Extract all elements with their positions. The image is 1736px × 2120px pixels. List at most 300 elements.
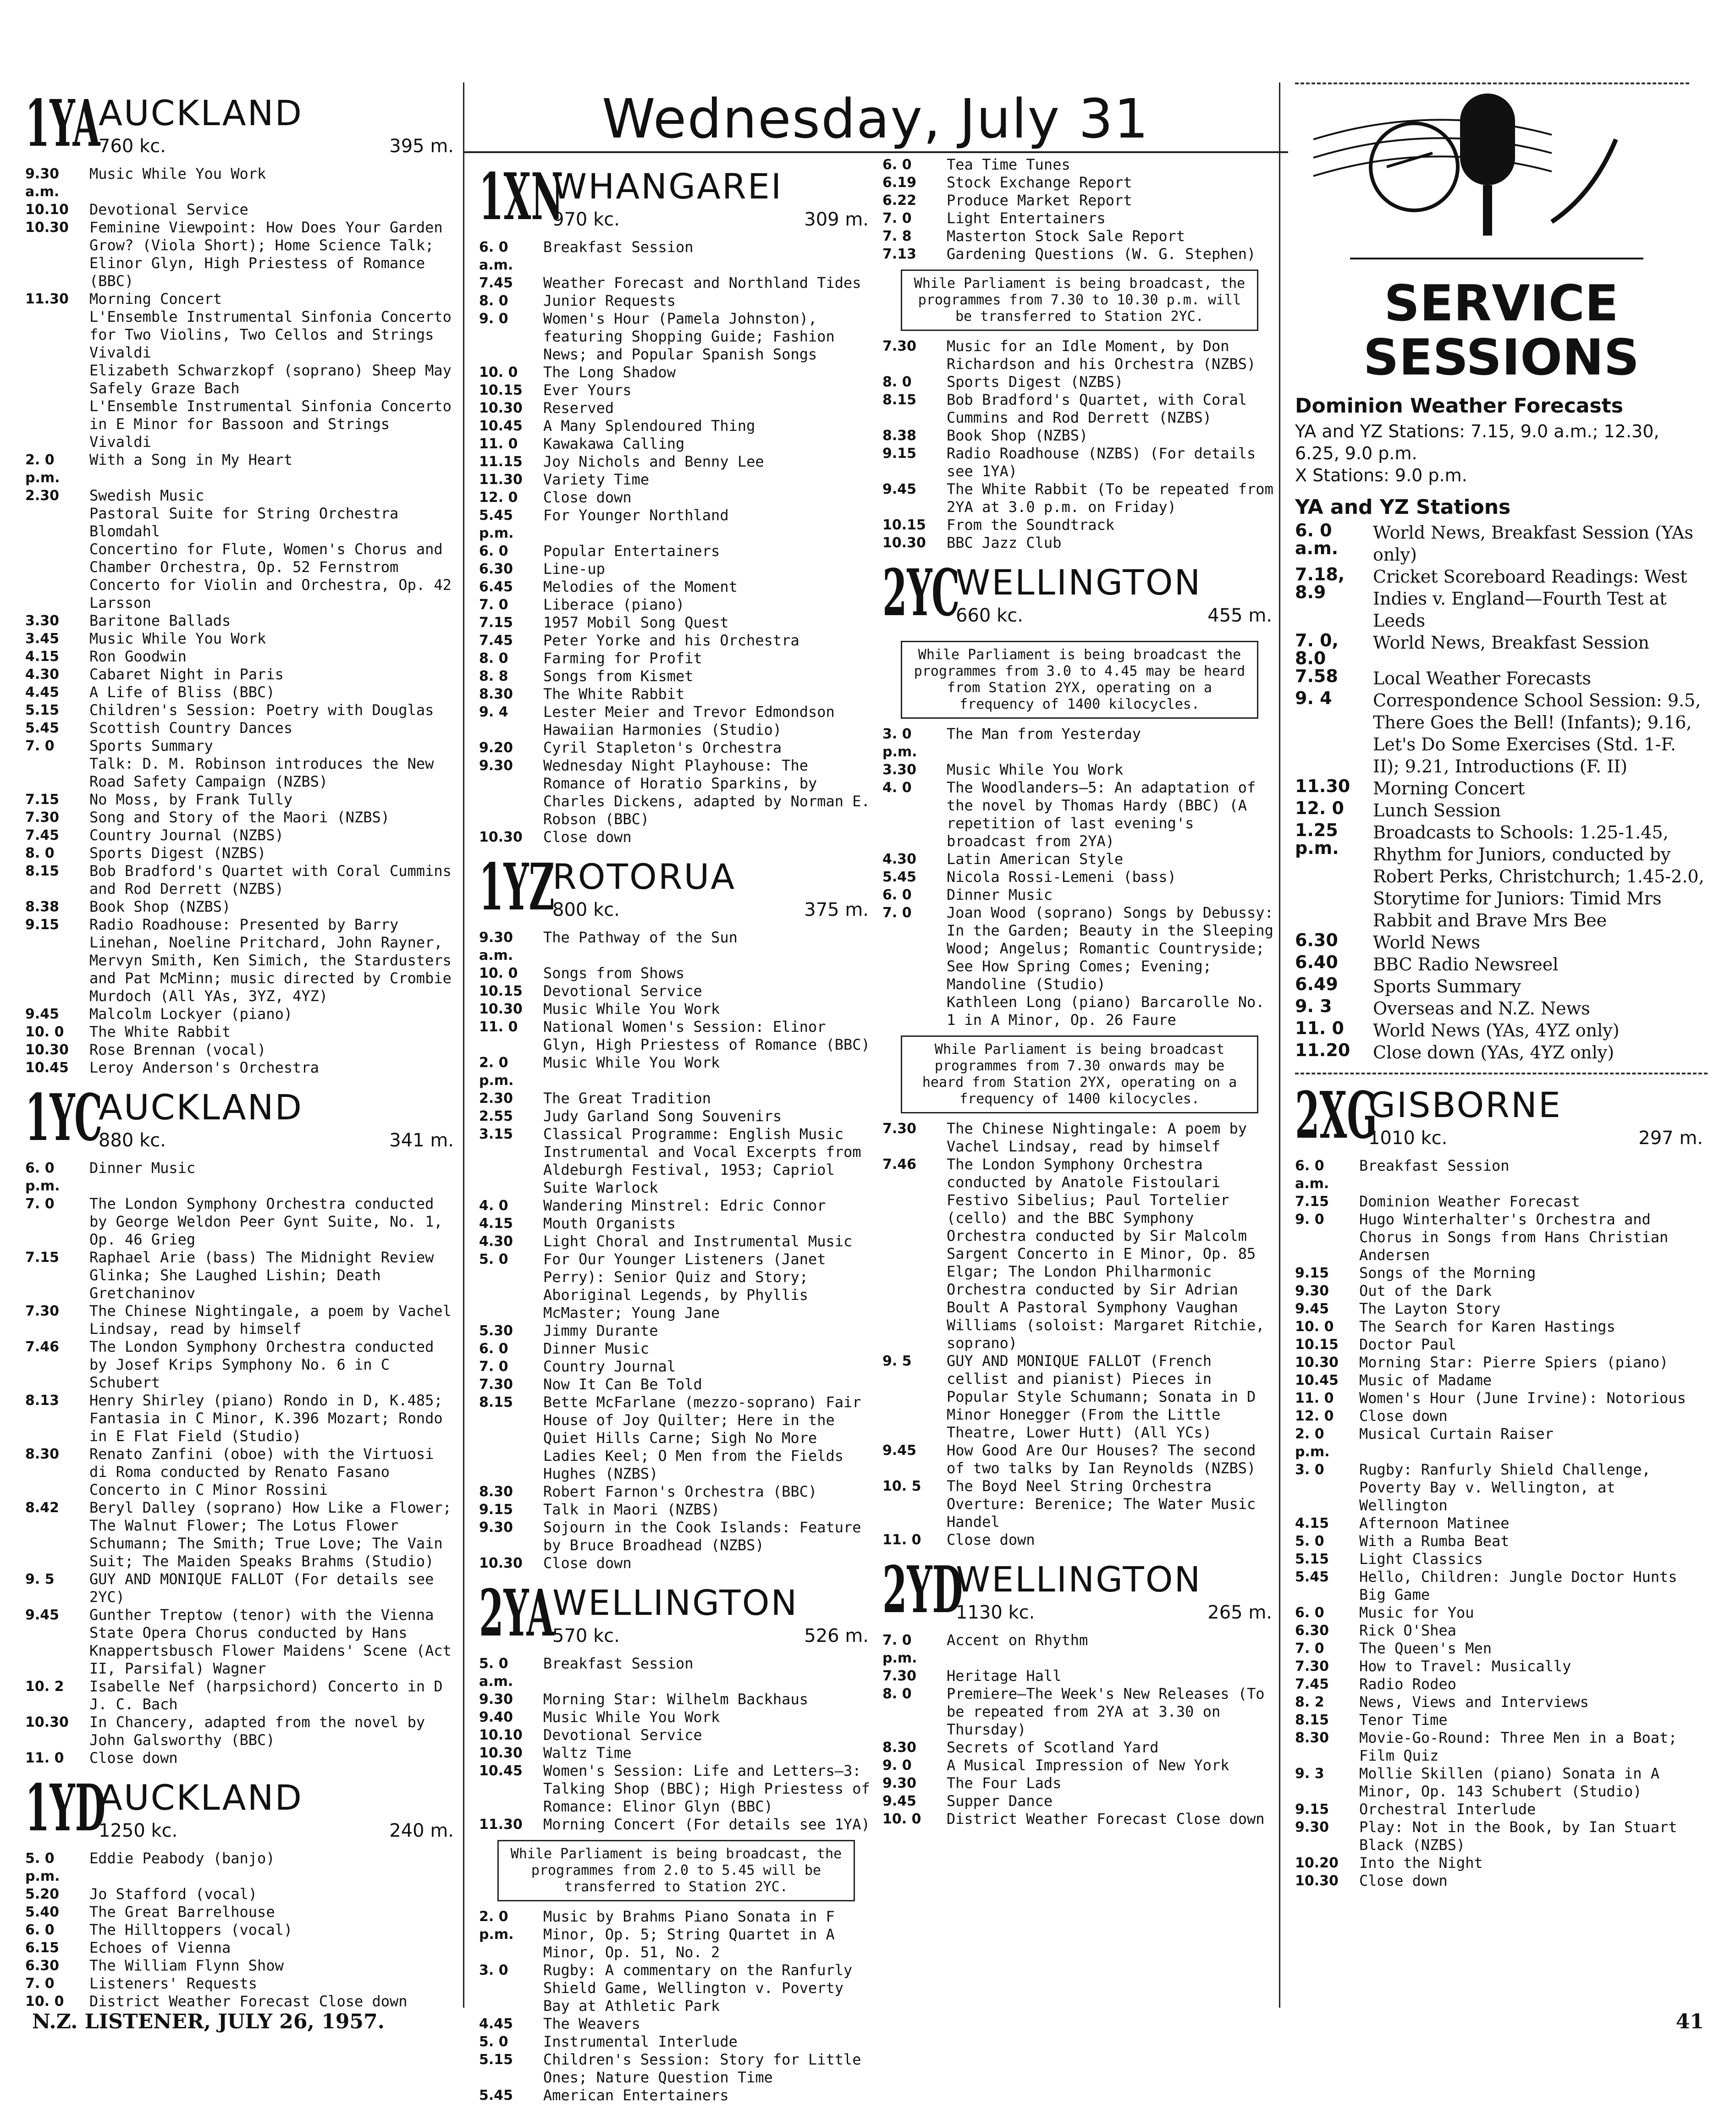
program-title: Overseas and N.Z. News	[1373, 998, 1590, 1019]
program-row	[1295, 1532, 1708, 1550]
program-title: Sojourn in the Cook Islands: Feature by Bruce Broadhead (NZBS)	[543, 1519, 861, 1554]
program-row	[882, 761, 1277, 779]
program-title: GUY AND MONIQUE FALLOT (French cellist and pianist) Pieces in Popular Style Schumann; Sonata in D Minor Honegger (From the Little Theatre, Lower Hutt) (All YCs)	[947, 1352, 1256, 1441]
program-title: The Four Lads	[947, 1774, 1062, 1792]
program-time: 4.30	[479, 1233, 513, 1250]
program-row	[479, 614, 873, 632]
program-title: Music While You Work	[947, 761, 1124, 778]
program-row	[479, 1215, 873, 1233]
program-time: 10.10	[25, 202, 69, 218]
program-row	[25, 1059, 458, 1077]
program-row	[479, 1655, 873, 1690]
program-time: 9. 0	[882, 1757, 912, 1773]
program-title: Leroy Anderson's Orchestra	[89, 1059, 319, 1076]
program-row	[25, 201, 458, 219]
program-list	[479, 929, 873, 1572]
program-title: The Layton Story	[1359, 1300, 1501, 1317]
program-time: 8. 0	[479, 650, 508, 666]
program-row	[1295, 1300, 1708, 1318]
program-title: Dominion Weather Forecast	[1359, 1193, 1580, 1210]
station-call-sign: 1XN	[479, 160, 563, 235]
station-call-sign: 1YD	[25, 1771, 106, 1846]
program-title: BBC Jazz Club	[947, 534, 1062, 551]
program-title: Listeners' Requests	[89, 1975, 258, 1992]
program-time: 4. 0	[479, 1198, 508, 1214]
program-title: Secrets of Scotland Yard	[947, 1739, 1159, 1756]
program-time: 6.30	[479, 561, 513, 577]
program-title: The William Flynn Show	[89, 1957, 284, 1974]
program-time: 6.22	[882, 193, 917, 209]
program-title: GUY AND MONIQUE FALLOT (For details see 2YC)	[89, 1570, 434, 1606]
program-time: 7. 0	[1295, 1641, 1324, 1657]
program-row	[479, 650, 873, 667]
program-row	[1295, 1514, 1708, 1532]
program-row	[882, 1531, 1277, 1549]
program-title: Isabelle Nef (harpsichord) Concerto in D J. C. Bach	[89, 1678, 443, 1713]
program-list	[25, 1850, 458, 2010]
program-time: 7. 0	[25, 1976, 55, 1992]
program-row	[479, 1816, 873, 1834]
program-row	[882, 868, 1277, 886]
program-row	[1295, 522, 1708, 566]
program-row	[25, 219, 458, 290]
program-row	[479, 310, 873, 363]
program-title: The Queen's Men	[1359, 1640, 1492, 1657]
program-title: Morning Star: Wilhelm Backhaus	[543, 1690, 808, 1708]
program-row	[25, 648, 458, 666]
program-row	[479, 1554, 873, 1572]
program-time: 7.30	[25, 809, 60, 826]
program-title: Lunch Session	[1373, 800, 1501, 820]
program-title: Close down	[89, 1749, 178, 1767]
column-4	[1295, 83, 1708, 1890]
program-row	[479, 274, 873, 292]
section-heading: Dominion Weather Forecasts	[1295, 394, 1623, 418]
station-frequency: 800 kc.	[552, 899, 620, 920]
program-time: 6.30	[1295, 930, 1338, 950]
program-title: Jimmy Durante	[543, 1322, 658, 1339]
program-title: Waltz Time	[543, 1744, 632, 1762]
program-row	[25, 1975, 458, 1993]
station-call-sign: 2XG	[1295, 1078, 1378, 1153]
program-row	[25, 630, 458, 648]
program-title: Heritage Hall	[947, 1667, 1062, 1685]
program-time: 5.20	[25, 1886, 60, 1902]
program-time: 7.15	[25, 1250, 60, 1266]
program-row	[479, 1908, 873, 1961]
program-row	[1295, 632, 1708, 667]
program-title: Close down	[1359, 1872, 1448, 1889]
program-time: 11. 0	[479, 436, 518, 452]
program-time	[25, 576, 89, 612]
program-time: 8.30	[479, 686, 513, 702]
program-row	[1295, 997, 1708, 1019]
station-wavelength: 309 m.	[804, 209, 869, 230]
program-row	[479, 1125, 873, 1197]
program-time: 9.45	[882, 1793, 917, 1809]
program-time: 9.15	[1295, 1265, 1329, 1281]
program-row	[479, 929, 873, 964]
program-title: Music for an Idle Moment, by Don Richardson and his Orchestra (NZBS)	[947, 337, 1256, 373]
program-title: BBC Radio Newsreel	[1373, 954, 1559, 975]
program-title: Radio Roadhouse: Presented by Barry Linehan, Noeline Pritchard, John Rayner, Mervyn Smith, Ken Simich, the Stardusters and Pat McMinn; music directed by Crombie Murdoch (All YAs, 3YZ, 4YZ)	[89, 916, 452, 1005]
program-title: Judy Garland Song Souvenirs	[543, 1107, 782, 1125]
program-time: 2. 0 p.m.	[479, 1055, 514, 1089]
program-time: 12. 0	[1295, 798, 1344, 818]
program-row	[479, 1483, 873, 1501]
program-time: 9.45	[882, 1443, 917, 1459]
column-2	[479, 156, 873, 2104]
program-time: 10.30	[25, 220, 69, 236]
program-row	[882, 534, 1277, 552]
station-frequency: 570 kc.	[552, 1625, 620, 1646]
program-title: District Weather Forecast Close down	[89, 1993, 408, 2010]
program-title: Rose Brennan (vocal)	[89, 1041, 266, 1058]
program-title: The White Rabbit	[543, 685, 685, 703]
program-time: 10.15	[479, 983, 523, 999]
program-title: Morning Star: Pierre Spiers (piano)	[1359, 1354, 1669, 1371]
program-title: The Hilltoppers (vocal)	[89, 1921, 293, 1938]
program-title: Light Classics	[1359, 1550, 1483, 1568]
program-title: Children's Session: Story for Little Ones; Nature Question Time	[543, 2051, 861, 2086]
program-time: 8.38	[25, 899, 60, 915]
program-time: 10.10	[479, 1727, 523, 1743]
program-title: Close down	[1359, 1407, 1448, 1425]
program-list	[882, 1120, 1277, 1549]
program-title: Music for You	[1359, 1604, 1474, 1621]
program-title: Weather Forecast and Northland Tides	[543, 274, 861, 292]
program-title: Women's Hour (Pamela Johnston), featuring Shopping Guide; Fashion News; and Popular Spanish Songs	[543, 310, 835, 363]
program-list	[25, 1159, 458, 1767]
program-row	[25, 809, 458, 826]
program-time: 10.30	[1295, 1355, 1339, 1371]
program-list	[882, 725, 1277, 1029]
program-row	[25, 844, 458, 862]
program-title: Dinner Music	[947, 886, 1053, 903]
program-time: 11.30	[479, 1817, 523, 1833]
program-title: Tea Time Tunes	[947, 156, 1070, 173]
program-time: 8.13	[25, 1393, 60, 1409]
program-row	[479, 1000, 873, 1018]
program-row	[1295, 1818, 1708, 1854]
program-title: Elizabeth Schwarzkopf (soprano) Sheep May Safely Graze Bach	[89, 362, 452, 397]
program-time: 8. 8	[479, 668, 508, 684]
program-time: 4.30	[882, 851, 917, 867]
program-title: The Weavers	[543, 2015, 640, 2032]
station-header-1yd	[25, 1771, 458, 1850]
program-time: 2. 0 p.m.	[1295, 1426, 1330, 1460]
program-list	[1295, 1157, 1708, 1890]
program-row	[882, 725, 1277, 761]
program-row	[479, 292, 873, 310]
program-row	[1295, 1801, 1708, 1818]
program-time: 9.45	[1295, 1301, 1329, 1317]
program-row	[479, 828, 873, 846]
program-title: 1957 Mobil Song Quest	[543, 614, 729, 631]
program-title: Music While You Work	[89, 165, 266, 182]
program-title: Music While You Work	[543, 1000, 720, 1018]
program-title: Sports Digest (NZBS)	[89, 844, 266, 862]
program-title: Rugby: Ranfurly Shield Challenge, Poverty Bay v. Wellington, at Wellington	[1359, 1461, 1651, 1514]
program-time: 8.15	[479, 1394, 513, 1410]
program-row	[25, 1392, 458, 1445]
program-time: 10. 5	[882, 1478, 921, 1494]
program-time: 9.30	[479, 758, 513, 774]
program-row	[479, 1322, 873, 1340]
program-row	[882, 779, 1277, 850]
program-row	[479, 363, 873, 381]
program-title: Cabaret Night in Paris	[89, 666, 284, 683]
program-title: American Entertainers	[543, 2087, 729, 2104]
program-row	[882, 1120, 1277, 1156]
program-title: L'Ensemble Instrumental Sinfonia Concerto in E Minor for Bassoon and Strings Vivaldi	[89, 397, 452, 451]
program-time: 10. 0	[479, 965, 518, 981]
program-time: 10.30	[25, 1714, 69, 1730]
program-row	[1295, 1157, 1708, 1193]
program-row	[1295, 667, 1708, 689]
program-title: Now It Can Be Told	[543, 1376, 702, 1393]
program-title: The London Symphony Orchestra conducted by George Weldon Peer Gynt Suite, No. 1, Op. 46 Grieg	[89, 1195, 443, 1248]
program-time: 6. 0	[479, 543, 508, 559]
program-row	[882, 850, 1277, 868]
program-time: 10. 0	[1295, 1319, 1334, 1335]
program-title: Swedish Music	[89, 487, 204, 504]
program-row	[1295, 1675, 1708, 1693]
program-row	[479, 1690, 873, 1708]
program-time: 4. 0	[882, 780, 912, 796]
program-row	[25, 540, 458, 576]
program-time: 8. 0	[25, 845, 55, 861]
station-frequency: 660 kc.	[956, 605, 1023, 626]
program-time: 9.30	[1295, 1283, 1329, 1299]
program-time: 6.45	[479, 579, 513, 595]
program-time: 7.46	[882, 1156, 917, 1173]
program-time: 6. 0 a.m.	[1295, 520, 1339, 558]
program-title: Instrumental Interlude	[543, 2033, 738, 2050]
station-header-2ya	[479, 1576, 873, 1655]
program-time: 4.15	[25, 649, 60, 665]
program-time: 8. 2	[1295, 1694, 1324, 1710]
program-row	[25, 1499, 458, 1570]
program-title: The Great Tradition	[543, 1090, 711, 1107]
program-time: 4.45	[25, 684, 60, 700]
program-title: In Chancery, adapted from the novel by John Galsworthy (BBC)	[89, 1713, 425, 1749]
program-title: Close down (YAs, 4YZ only)	[1373, 1042, 1615, 1063]
station-city: WHANGAREI	[552, 166, 783, 207]
program-row	[1295, 1264, 1708, 1282]
program-title: Hello, Children: Jungle Doctor Hunts Big Game	[1359, 1568, 1677, 1603]
program-time: 9.45	[25, 1006, 60, 1022]
program-time: 7.30	[882, 338, 917, 354]
program-time: 7.46	[25, 1339, 60, 1355]
program-time: 5.15	[25, 702, 60, 718]
program-row	[25, 487, 458, 505]
program-title: Songs from Shows	[543, 964, 685, 982]
program-row	[25, 397, 458, 451]
station-frequency: 1250 kc.	[99, 1820, 178, 1841]
program-title: Mouth Organists	[543, 1215, 676, 1232]
program-title: Concertino for Flute, Women's Chorus and Chamber Orchestra, Op. 52 Fernstrom	[89, 540, 443, 576]
program-time: 9. 0	[479, 311, 508, 327]
program-time: 11. 0	[1295, 1018, 1344, 1038]
program-row	[882, 227, 1277, 245]
program-time: 8. 0	[479, 293, 508, 309]
program-list	[882, 337, 1277, 552]
program-time: 8.15	[1295, 1712, 1329, 1728]
program-title: The Long Shadow	[543, 363, 676, 381]
program-title: Rick O'Shea	[1359, 1622, 1456, 1639]
program-time: 3. 0	[1295, 1462, 1324, 1478]
program-title: Women's Session: Life and Letters—3: Talking Shop (BBC); High Priestess of Romance: Elinor Glyn (BBC)	[543, 1762, 870, 1815]
parliament-notice-box: While Parliament is being broadcast, the programmes from 2.0 to 5.45 will be transferred to Station 2YC.	[497, 1840, 855, 1901]
program-row	[25, 1903, 458, 1921]
program-row	[882, 1685, 1277, 1739]
program-title: Close down	[543, 1554, 632, 1572]
program-row	[1295, 1354, 1708, 1371]
program-title: Echoes of Vienna	[89, 1939, 231, 1956]
program-row	[25, 1885, 458, 1903]
program-title: Supper Dance	[947, 1792, 1053, 1810]
program-time: 9. 0	[1295, 1211, 1324, 1228]
program-title: The Chinese Nightingale: A poem by Vachel Lindsay, read by himself	[947, 1120, 1247, 1155]
program-row	[25, 1749, 458, 1767]
program-time: 7.15	[1295, 1194, 1329, 1210]
program-title: Devotional Service	[89, 201, 248, 218]
program-time: 2.55	[479, 1108, 513, 1124]
program-time: 9.15	[882, 446, 917, 462]
program-time: 5.45	[882, 869, 917, 885]
program-title: District Weather Forecast Close down	[947, 1810, 1265, 1828]
program-row	[1295, 821, 1708, 931]
program-time: 5. 0	[479, 2034, 508, 2050]
station-city: AUCKLAND	[99, 1777, 303, 1818]
program-time: 9.45	[882, 481, 917, 497]
program-title: How to Travel: Musically	[1359, 1657, 1571, 1675]
program-title: A Musical Impression of New York	[947, 1757, 1229, 1774]
program-time: 5.15	[479, 2052, 513, 2068]
program-time: 8.30	[882, 1740, 917, 1756]
program-title: Rugby: A commentary on the Ranfurly Shield Game, Wellington v. Poverty Bay at Athletic Park	[543, 1961, 853, 2015]
program-time: 4.15	[479, 1216, 513, 1232]
program-time: 6.49	[1295, 974, 1338, 994]
program-time: 3.30	[25, 613, 60, 629]
program-time: 3. 0 p.m.	[882, 726, 917, 760]
station-wavelength: 526 m.	[804, 1625, 869, 1646]
program-title: Country Journal	[543, 1358, 676, 1375]
program-time: 5.45	[25, 720, 60, 736]
station-header-1xn	[479, 160, 873, 238]
program-row	[882, 373, 1277, 391]
program-time: 8.30	[479, 1484, 513, 1500]
station-city: WELLINGTON	[552, 1582, 799, 1623]
column-divider	[463, 83, 464, 2008]
program-time: 8.15	[882, 392, 917, 408]
program-title: Premiere—The Week's New Releases (To be repeated from 2YA at 3.30 on Thursday)	[947, 1685, 1265, 1738]
program-title: World News (YAs, 4YZ only)	[1373, 1020, 1620, 1041]
program-row	[479, 1961, 873, 2015]
column-divider	[1279, 83, 1280, 2008]
program-title: From the Soundtrack	[947, 516, 1115, 534]
program-row	[1295, 1854, 1708, 1872]
program-row	[479, 542, 873, 560]
program-title: Beryl Dalley (soprano) How Like a Flower; The Walnut Flower; The Lotus Flower Schumann; The Smith; True Love; The Vain Suit; The Maiden Speaks Brahms (Studio)	[89, 1499, 452, 1570]
station-header-2xg	[1295, 1078, 1708, 1157]
program-title: Classical Programme: English Music Instrumental and Vocal Excerpts from Aldeburgh Festival, 1953; Capriol Suite Warlock	[543, 1125, 861, 1196]
program-row	[479, 964, 873, 982]
program-row	[1295, 1193, 1708, 1211]
program-title: Songs from Kismet	[543, 667, 694, 685]
program-row	[479, 2033, 873, 2051]
program-title: Concerto for Violin and Orchestra, Op. 42 Larsson	[89, 576, 452, 611]
program-row	[25, 719, 458, 737]
program-row	[479, 2015, 873, 2033]
station-frequency: 760 kc.	[99, 136, 166, 157]
program-row	[1295, 1318, 1708, 1336]
program-title: L'Ensemble Instrumental Sinfonia Concerto for Two Violins, Two Cellos and Strings Vivaldi	[89, 308, 452, 361]
program-row	[479, 399, 873, 417]
program-title: Music While You Work	[89, 630, 266, 647]
program-title: Raphael Arie (bass) The Midnight Review Glinka; She Laughed Lishin; Death Gretchaninov	[89, 1249, 434, 1302]
program-row	[882, 1477, 1277, 1531]
program-row	[479, 1107, 873, 1125]
program-time: 6.19	[882, 175, 917, 191]
program-list	[1295, 522, 1708, 1063]
program-title: Out of the Dark	[1359, 1282, 1492, 1300]
station-header-2yc	[882, 556, 1277, 634]
program-title: Variety Time	[543, 471, 650, 488]
program-row	[1295, 1622, 1708, 1640]
program-time: 10. 0	[25, 1024, 64, 1040]
program-title: Cyril Stapleton's Orchestra	[543, 739, 782, 756]
program-time: 2. 0 p.m.	[25, 452, 60, 486]
program-title: Popular Entertainers	[543, 542, 720, 560]
program-time: 5.45	[1295, 1569, 1329, 1585]
program-row	[25, 862, 458, 898]
program-time	[25, 397, 89, 451]
microphone-illustration	[1295, 83, 1689, 277]
program-row	[882, 192, 1277, 209]
program-list	[882, 1631, 1277, 1828]
program-row	[479, 1501, 873, 1519]
program-row	[882, 904, 1277, 993]
program-list	[479, 238, 873, 846]
program-row	[479, 1054, 873, 1090]
program-row	[1295, 1019, 1708, 1041]
station-call-sign: 1YC	[25, 1080, 103, 1156]
program-time: 6. 0	[25, 1922, 55, 1938]
program-row	[25, 1338, 458, 1392]
program-row	[25, 1570, 458, 1606]
program-time: 6.30	[1295, 1623, 1329, 1639]
station-wavelength: 297 m.	[1638, 1128, 1703, 1149]
program-time: 7. 0	[882, 210, 912, 226]
station-city: GISBORNE	[1368, 1085, 1562, 1125]
program-title: Sports Summary	[89, 737, 213, 754]
program-time: 11.30	[25, 291, 69, 307]
program-title: World News, Breakfast Session	[1373, 633, 1649, 653]
program-row	[1295, 1872, 1708, 1890]
program-time: 9. 3	[1295, 1766, 1324, 1782]
program-row	[25, 1850, 458, 1885]
program-title: Bob Bradford's Quartet with Coral Cummins and Rod Derrett (NZBS)	[89, 862, 452, 898]
program-time: 7. 0	[479, 1359, 508, 1375]
program-row	[25, 505, 458, 540]
program-time	[25, 362, 89, 397]
program-row	[882, 245, 1277, 263]
program-title: Talk: D. M. Robinson introduces the New Road Safety Campaign (NZBS)	[89, 755, 434, 790]
program-time: 10. 0	[479, 364, 518, 380]
program-title: Latin American Style	[947, 850, 1124, 868]
